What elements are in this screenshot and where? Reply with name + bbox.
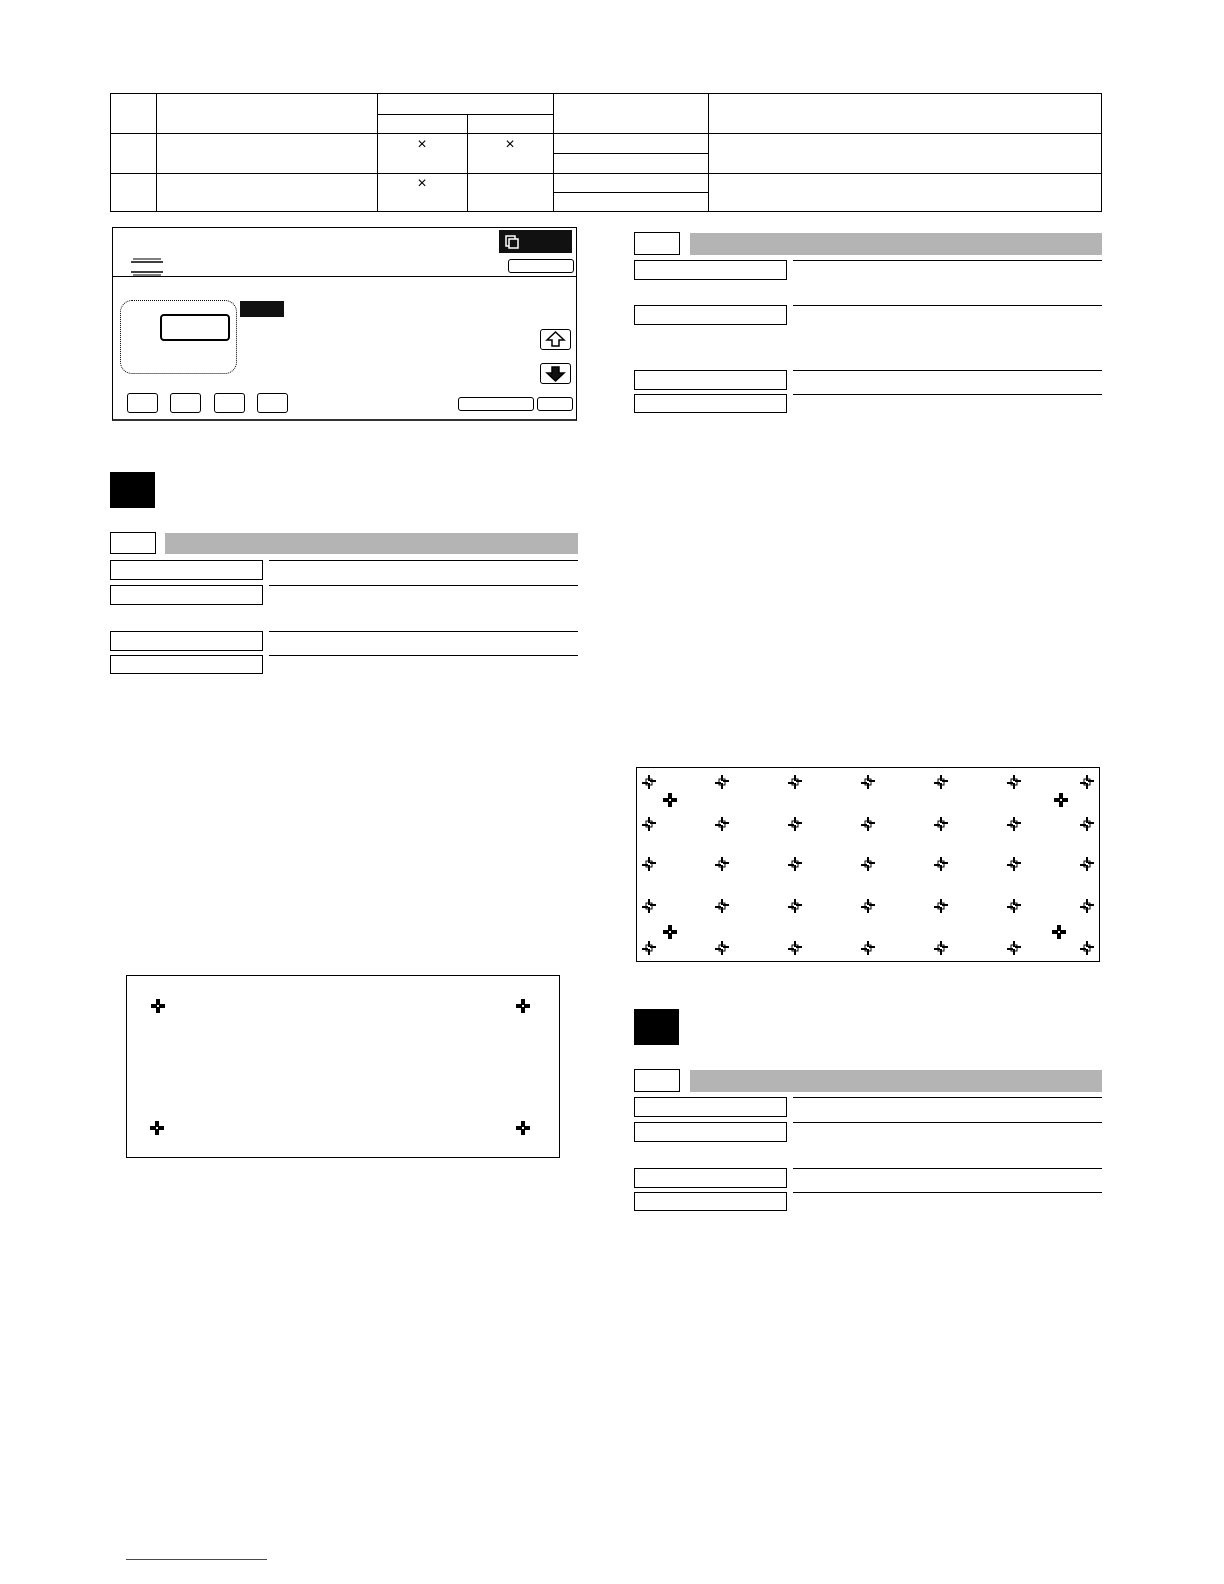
section-bar (165, 533, 578, 554)
registration-mark-icon (714, 816, 730, 832)
registration-mark-icon (787, 774, 803, 790)
registration-mark-icon (933, 774, 949, 790)
registration-mark-icon (1053, 792, 1069, 808)
table-divider (111, 173, 1101, 174)
row-rule (793, 260, 1102, 261)
label-box (634, 260, 787, 280)
arrow-up-icon (541, 330, 570, 349)
row-rule (793, 305, 1102, 306)
highlight-label (240, 301, 284, 317)
registration-mark-icon (662, 924, 678, 940)
table-cell-mark: × (417, 136, 427, 153)
table-cell-mark: × (505, 136, 515, 153)
registration-mark-icon (149, 1120, 165, 1136)
registration-mark-icon (1006, 898, 1022, 914)
row-rule (793, 370, 1102, 371)
pattern-grid-frame (636, 767, 1100, 962)
label-box (110, 585, 263, 605)
registration-mark-icon (787, 816, 803, 832)
scroll-up-button[interactable] (540, 329, 571, 350)
row-rule (793, 1122, 1102, 1123)
registration-mark-icon (1079, 774, 1095, 790)
table-divider (156, 94, 157, 211)
copy-mode-indicator (499, 230, 572, 253)
footer-link[interactable] (126, 1559, 267, 1560)
spec-table (110, 93, 1102, 212)
registration-mark-icon (787, 898, 803, 914)
registration-mark-icon (641, 774, 657, 790)
table-divider (467, 114, 468, 211)
row-rule (793, 1192, 1102, 1193)
registration-mark-icon (662, 792, 678, 808)
table-divider (377, 94, 378, 211)
registration-mark-icon (933, 898, 949, 914)
table-divider (111, 133, 1101, 134)
label-box (634, 394, 787, 413)
tray-icon (129, 256, 165, 278)
registration-mark-icon (714, 774, 730, 790)
arrow-down-icon (541, 364, 570, 383)
section-tab (634, 232, 680, 255)
center-key[interactable] (160, 314, 230, 341)
registration-mark-icon (787, 940, 803, 956)
registration-mark-icon (150, 998, 166, 1014)
registration-mark-icon (860, 816, 876, 832)
panel-divider (113, 276, 576, 277)
registration-mark-icon (933, 856, 949, 872)
scroll-down-button[interactable] (540, 363, 571, 384)
row-rule (793, 1168, 1102, 1169)
registration-mark-icon (1006, 816, 1022, 832)
row-rule (269, 585, 578, 586)
label-box (634, 1168, 787, 1188)
registration-mark-icon (1006, 940, 1022, 956)
section-heading-block (110, 472, 155, 508)
registration-mark-icon (1006, 774, 1022, 790)
registration-mark-icon (1079, 898, 1095, 914)
table-divider (553, 192, 708, 193)
label-box (110, 560, 263, 580)
label-box (634, 305, 787, 325)
registration-mark-icon (860, 940, 876, 956)
section-tab (634, 1069, 680, 1092)
table-divider (377, 114, 553, 115)
pattern-frame (126, 975, 560, 1158)
registration-mark-icon (1079, 816, 1095, 832)
section-tab (110, 532, 156, 554)
registration-mark-icon (787, 856, 803, 872)
registration-mark-icon (860, 774, 876, 790)
bottom-key-1[interactable] (127, 393, 158, 413)
bottom-key-2[interactable] (170, 393, 201, 413)
bottom-key-4[interactable] (257, 393, 288, 413)
row-rule (793, 394, 1102, 395)
section-heading-block (634, 1009, 679, 1045)
registration-mark-icon (515, 1120, 531, 1136)
table-divider (553, 153, 708, 154)
registration-mark-icon (641, 816, 657, 832)
registration-mark-icon (714, 940, 730, 956)
registration-mark-icon (933, 940, 949, 956)
label-box (634, 370, 787, 390)
panel-top-button[interactable] (508, 259, 574, 273)
panel-bottom-button-wide[interactable] (458, 397, 534, 411)
label-box (634, 1097, 787, 1117)
registration-mark-icon (714, 856, 730, 872)
registration-mark-icon (1079, 856, 1095, 872)
row-rule (269, 655, 578, 656)
row-rule (269, 631, 578, 632)
registration-mark-icon (1006, 856, 1022, 872)
registration-mark-icon (515, 998, 531, 1014)
label-box (110, 655, 263, 674)
registration-mark-icon (641, 940, 657, 956)
row-rule (269, 560, 578, 561)
copy-icon (505, 235, 519, 249)
registration-mark-icon (641, 856, 657, 872)
label-box (634, 1192, 787, 1211)
table-cell-mark: × (417, 175, 427, 192)
registration-mark-icon (1051, 924, 1067, 940)
operation-panel (112, 227, 577, 421)
section-bar (690, 233, 1102, 255)
registration-mark-icon (714, 898, 730, 914)
section-bar (690, 1070, 1102, 1092)
registration-mark-icon (1079, 940, 1095, 956)
registration-mark-icon (860, 898, 876, 914)
registration-mark-icon (641, 898, 657, 914)
panel-bottom-button-small[interactable] (537, 397, 573, 411)
table-divider (708, 94, 709, 211)
bottom-key-3[interactable] (214, 393, 245, 413)
label-box (110, 631, 263, 651)
registration-mark-icon (933, 816, 949, 832)
registration-mark-icon (860, 856, 876, 872)
label-box (634, 1122, 787, 1142)
row-rule (793, 1097, 1102, 1098)
